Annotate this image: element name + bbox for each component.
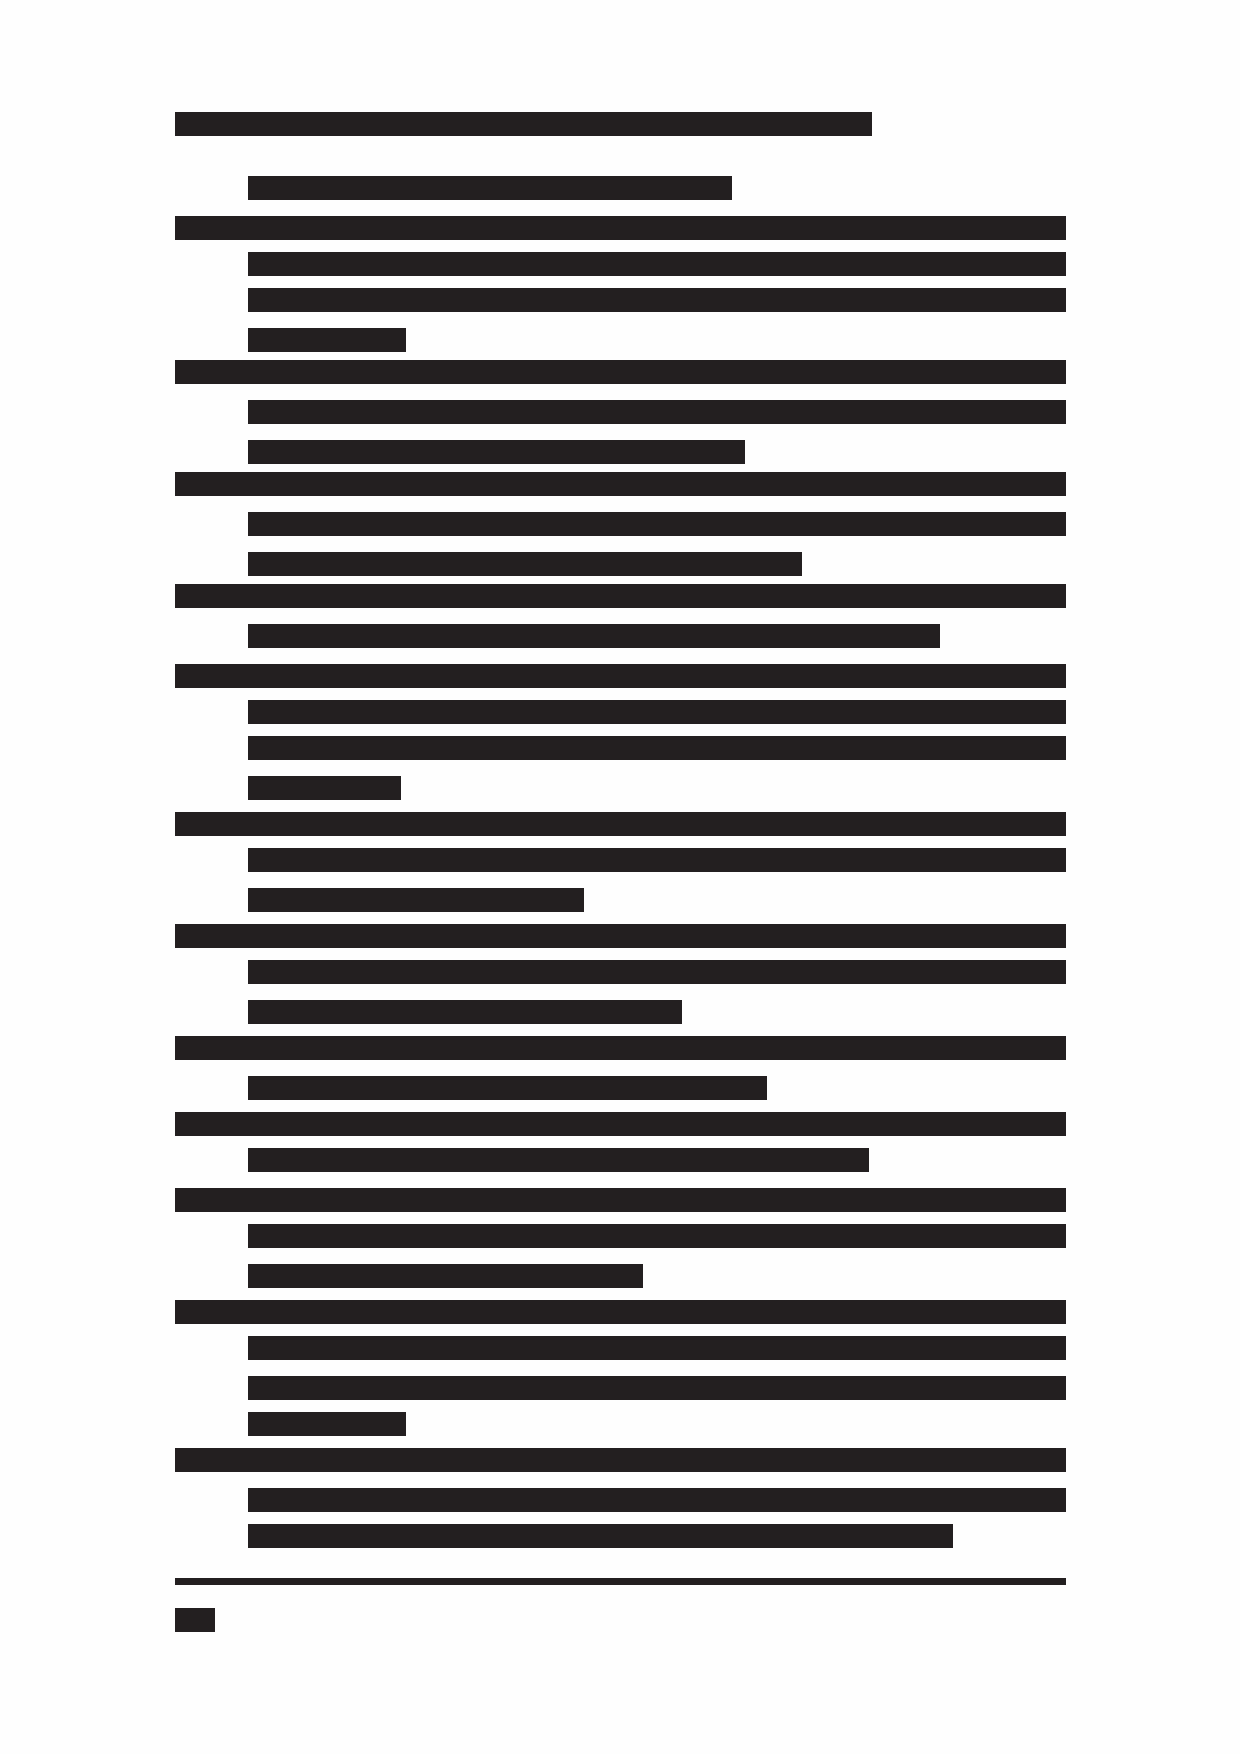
page-number [175, 1608, 215, 1632]
reference-entry-line [175, 664, 1066, 688]
reference-continuation-line [248, 512, 1066, 536]
reference-entry-line [175, 360, 1066, 384]
reference-continuation-line [248, 1264, 643, 1288]
reference-continuation-line [248, 1076, 767, 1100]
reference-continuation-line [248, 552, 802, 576]
reference-continuation-line [248, 848, 1066, 872]
reference-entry-line [175, 1112, 1066, 1136]
running-header [175, 112, 872, 136]
reference-entry-line [175, 584, 1066, 608]
reference-entry-line [175, 812, 1066, 836]
reference-continuation-line [248, 1376, 1066, 1400]
reference-continuation-line [248, 776, 401, 800]
reference-continuation-line [248, 1148, 869, 1172]
reference-continuation-line [248, 328, 406, 352]
reference-continuation-line [248, 1412, 406, 1436]
reference-entry-line [175, 1300, 1066, 1324]
reference-continuation-line [248, 252, 1066, 276]
footer-rule [175, 1578, 1066, 1585]
reference-continuation-line [248, 1524, 953, 1548]
reference-continuation-line [248, 1224, 1066, 1248]
reference-continuation-line [248, 700, 1066, 724]
reference-continuation-line [248, 888, 584, 912]
reference-continuation-line [248, 736, 1066, 760]
reference-entry-line [175, 924, 1066, 948]
reference-entry-line [175, 472, 1066, 496]
reference-continuation-line [248, 1336, 1066, 1360]
reference-entry-line [175, 216, 1066, 240]
reference-continuation-line [248, 400, 1066, 424]
reference-entry-line [175, 1036, 1066, 1060]
reference-entry-line [175, 1448, 1066, 1472]
reference-entry-line [175, 1188, 1066, 1212]
reference-continuation-line [248, 624, 940, 648]
reference-continuation-line [248, 288, 1066, 312]
reference-continuation-line [248, 176, 732, 200]
reference-continuation-line [248, 960, 1066, 984]
reference-continuation-line [248, 1488, 1066, 1512]
reference-continuation-line [248, 440, 745, 464]
reference-continuation-line [248, 1000, 682, 1024]
